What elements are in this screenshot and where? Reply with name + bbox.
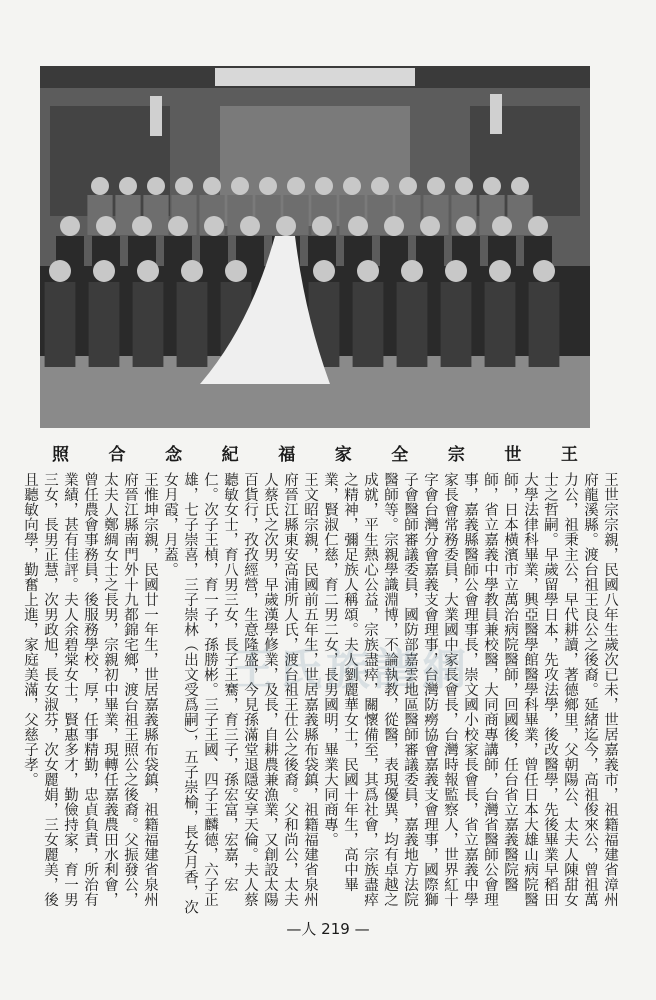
caption-char: 宗 [447, 445, 465, 465]
plaque-right [490, 94, 502, 134]
person-body [177, 282, 208, 367]
person-head [312, 216, 332, 236]
person-body [353, 282, 384, 367]
plaque-left [150, 96, 162, 136]
person-head [399, 177, 417, 195]
family-group-photo [40, 66, 590, 428]
person-head [225, 260, 247, 282]
photo-caption [40, 440, 590, 465]
person-head [137, 260, 159, 282]
person-head [455, 177, 473, 195]
person-head [60, 216, 80, 236]
person-head [168, 216, 188, 236]
person-head [204, 216, 224, 236]
caption-char: 全 [391, 445, 409, 465]
person-head [483, 177, 501, 195]
person-head [420, 216, 440, 236]
caption-char: 家 [334, 445, 352, 465]
person-head [315, 177, 333, 195]
person-head [91, 177, 109, 195]
person-head [259, 177, 277, 195]
biography-paragraph: 王文昭宗親，民國前五年生，世居嘉義縣布袋鎮，祖籍福建省泉州府晉江縣東安高浦所人氏，渡台祖王仕公之後裔。父和尚公，太夫人蔡氏之次男，早歲漢學修業，及長，自耕農兼漁業，又創設太陽百貨行，孜孜經營，生意隆盛，今見孫滿堂退隱安享天倫。夫人蔡聽敏女士，育八男三女，長子王騫，育三子，孫宏富，宏嘉，宏仁。次子王楨，育一子，孫勝彬。三子王國、四子王麟德，六子正雄，七子崇喜，三子崇林（出文受爲嗣），五子崇榆，長女月香，次女月霞，月蓋。 [162, 472, 318, 915]
person-body [45, 282, 76, 367]
person-head [401, 260, 423, 282]
person-head [203, 177, 221, 195]
person-head [348, 216, 368, 236]
person-head [276, 216, 296, 236]
person-head [240, 216, 260, 236]
biography-paragraph: 王惟坤宗親，民國廿一年生，世居嘉義縣布袋鎮，祖籍福建省泉州府晉江縣南門外十九都錦宅鄉，渡台祖王照公之後裔。父振發公，太夫人鄭綢女士之長男，宗親初中畢業，現轉任嘉義農田水利會，曾任農會事務員，後服務學校，厚，任事精勤，忠貞負責，所治有業績，甚有佳評。夫人余碧棠女士，賢惠多才，勤儉持家，育一男三女，長男正慧，次男政旭，長女淑芬，次女麗娟，三女麗美，後且聽敏向學，勤奮上進，家庭美滿，父慈子孝。 [22, 472, 158, 907]
person-head [96, 216, 116, 236]
person-head [492, 216, 512, 236]
person-head [511, 177, 529, 195]
watermark: 王氏族譜網 [230, 644, 470, 695]
biography-text [22, 472, 620, 916]
person-body [397, 282, 428, 367]
photo-illustration [40, 66, 590, 428]
caption-char: 念 [165, 445, 183, 465]
person-head [427, 177, 445, 195]
caption-char: 福 [278, 445, 296, 465]
person-head [533, 260, 555, 282]
person-body [529, 282, 560, 367]
person-head [93, 260, 115, 282]
person-head [287, 177, 305, 195]
caption-char: 世 [504, 445, 522, 465]
person-head [384, 216, 404, 236]
person-head [175, 177, 193, 195]
caption-char: 合 [108, 445, 126, 465]
person-head [357, 260, 379, 282]
person-head [49, 260, 71, 282]
person-head [456, 216, 476, 236]
person-body [133, 282, 164, 367]
person-body [441, 282, 472, 367]
person-head [313, 260, 335, 282]
person-head [371, 177, 389, 195]
person-head [489, 260, 511, 282]
page-number: —人 219 — [286, 920, 370, 938]
person-head [343, 177, 361, 195]
person-head [528, 216, 548, 236]
person-head [147, 177, 165, 195]
caption-char: 紀 [221, 445, 239, 465]
person-head [132, 216, 152, 236]
signboard [215, 68, 415, 86]
person-head [231, 177, 249, 195]
biography-paragraph: 王世宗宗親，民國八年生歲次已未，世居嘉義市，祖籍福建省漳州府龍溪縣。渡台祖王良公之後裔。延緒迄今，高祖俊來公，曾祖萬力公，祖秉主公，早代耕讀，著德鄉里，父朝陽公、太夫人陳甜女士之哲嗣。早歲留學日本，先攻法學，後改醫學，先後畢業早稻田大學法律科畢業，興亞醫學館醫學科畢業，曾任日本大雄山病院醫師，日本橫濱市立萬治病院醫師，回國後，任台省立嘉義醫院醫師，省立嘉義中學教員兼校醫，大同商專講師，台灣省醫師公會理事，嘉義縣醫師公會理事長，崇文國小校家長會長，省立嘉義中學家長會常務委員，大業國中家長會長，台灣時報監察人，世界紅十字會台灣分會嘉義支會理事，台灣防癆協會嘉義支會理事，國際獅子會醫師審議委員，國防部嘉雲地區醫師審議委員，嘉義地方法院醫師等。宗親學識淵博，不論執教，從醫，表現優異，均有卓越之成就，平生熱心公益，宗族盡瘁，關懷備至，其爲社會，宗族盡瘁之精神，彌足族人稱頌。夫人劉麗華女士，民國十年生，高中畢業，賢淑仁慈，育二男二女，長男國明，畢業大同商專。 [322, 472, 618, 907]
caption-char: 王 [560, 445, 578, 465]
person-body [89, 282, 120, 367]
person-body [485, 282, 516, 367]
person-head [445, 260, 467, 282]
caption-char: 照 [52, 445, 69, 465]
person-head [181, 260, 203, 282]
person-head [119, 177, 137, 195]
